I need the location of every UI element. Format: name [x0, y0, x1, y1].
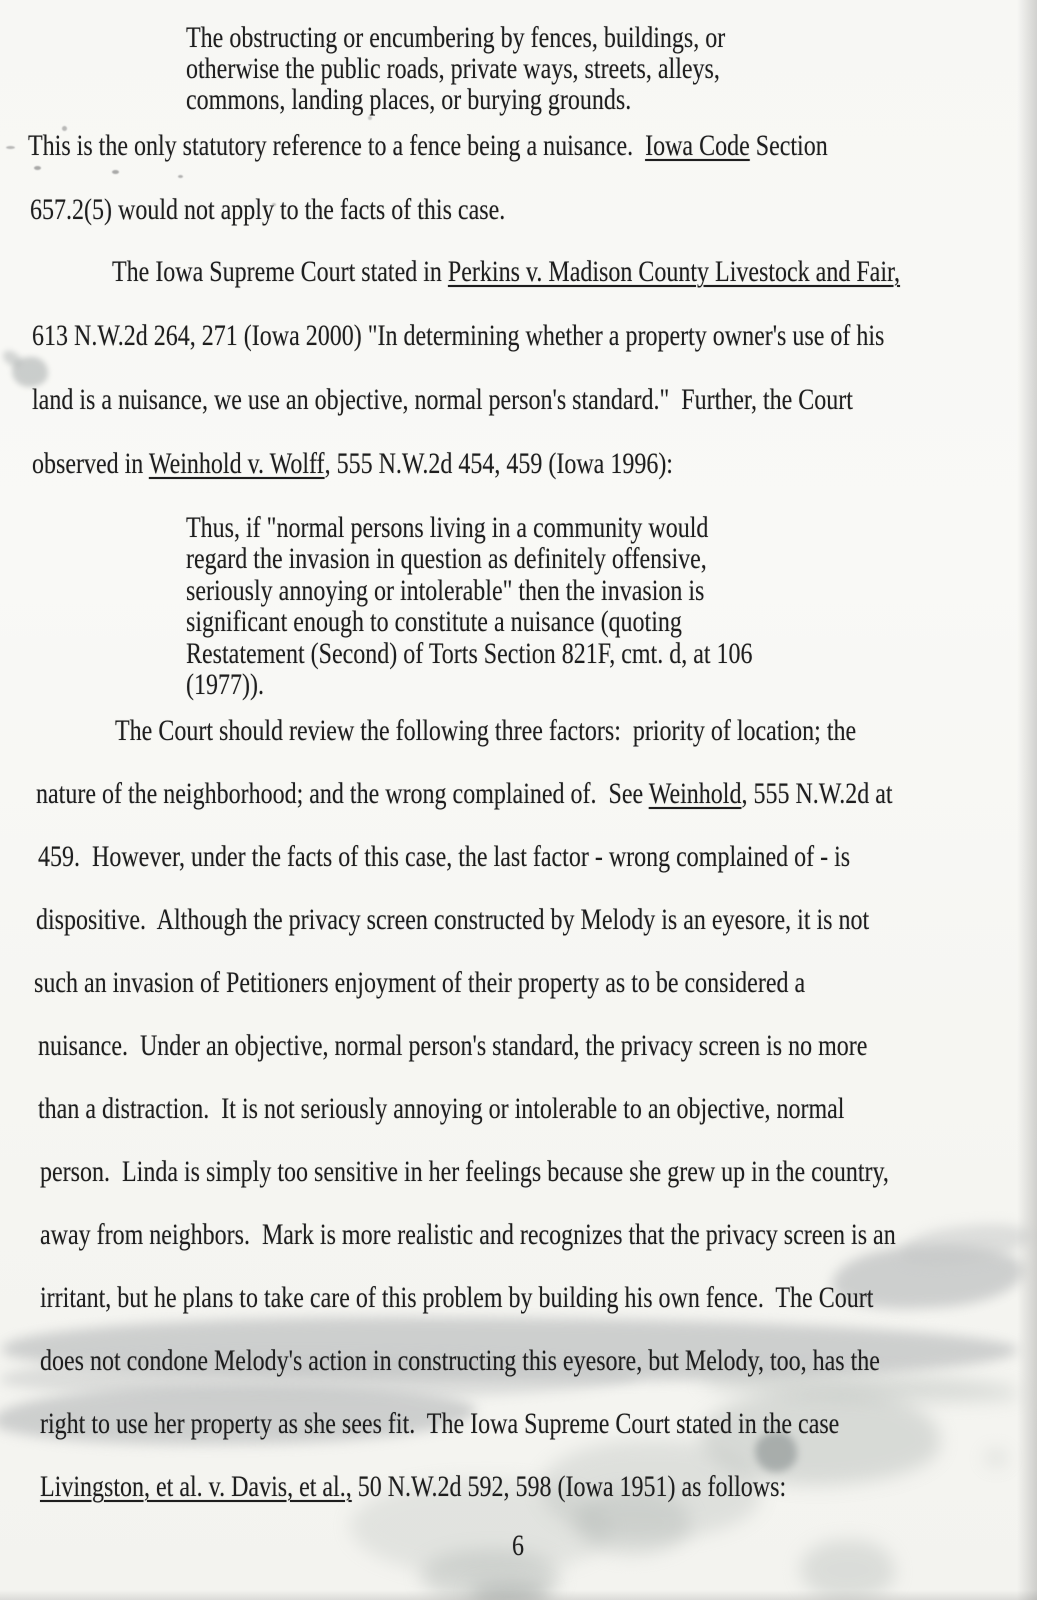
- text-line: [186, 604, 682, 640]
- text-line: [34, 965, 805, 1001]
- text-line: [186, 667, 264, 703]
- text-line: [32, 318, 884, 354]
- body-text: dispositive. Although the privacy screen constructed by Melody is an eyesore, it is not: [36, 903, 870, 936]
- body-text: This is the only statutory reference to a fence being a nuisance.: [28, 129, 646, 162]
- body-text: 50 N.W.2d 592, 598 (Iowa 1951) as follows:: [351, 1470, 787, 1503]
- body-text: , 555 N.W.2d at: [741, 777, 893, 810]
- body-text: away from neighbors. Mark is more realistic and recognizes that the privacy screen is an: [40, 1218, 896, 1251]
- text-line: [40, 1343, 880, 1379]
- body-text: irritant, but he plans to take care of this problem by building his own fence. The Court: [40, 1281, 874, 1314]
- scan-noise-dot: [34, 166, 41, 170]
- quote-text: Restatement (Second) of Torts Section 821F, cmt. d, at 106: [186, 637, 753, 670]
- text-line: [32, 446, 673, 482]
- text-line: [40, 1154, 889, 1190]
- body-text: observed in: [32, 447, 149, 480]
- text-line: [115, 713, 856, 749]
- case-citation: Iowa Code: [645, 129, 750, 162]
- text-line: [36, 776, 893, 812]
- text-line: [112, 254, 900, 290]
- body-text: The Iowa Supreme Court stated in the case: [415, 1407, 840, 1440]
- text-line: [38, 839, 850, 875]
- body-text: , 555 N.W.2d 454, 459 (Iowa 1996):: [324, 447, 673, 480]
- text-line: [186, 82, 631, 118]
- body-text: The Court should review the following three factors: priority of location; the: [115, 714, 857, 747]
- quote-text: regard the invasion in question as definitely offensive,: [186, 542, 707, 575]
- text-line: [38, 1091, 844, 1127]
- scan-noise-dot: [178, 175, 183, 178]
- body-text: 459. However, under the facts of this case, the last factor - wrong complained of - is: [38, 840, 851, 873]
- body-text: does not condone Melody's action in constructing this eyesore, but Melody, too, has the: [40, 1344, 880, 1377]
- text-line: [32, 382, 853, 418]
- quote-text: The obstructing or encumbering by fences, buildings, or: [186, 21, 726, 54]
- scan-noise-dot: [112, 170, 119, 174]
- body-text: The Iowa Supreme Court stated in: [112, 255, 448, 288]
- quote-text: (1977)).: [186, 668, 264, 701]
- quote-text: seriously annoying or intolerable" then the invasion is: [186, 574, 705, 607]
- text-line: [36, 902, 869, 938]
- text-line: [40, 1469, 786, 1505]
- body-text: 657.2(5) would not apply to the facts of this case.: [30, 193, 506, 226]
- page-number: [512, 1528, 524, 1564]
- body-text: nature of the neighborhood; and the wrong complained of. See: [36, 777, 649, 810]
- scan-edge-shadow: [0, 1590, 1037, 1600]
- text-line: [30, 192, 505, 228]
- body-text: right to use her property as she sees fit.: [40, 1407, 416, 1440]
- case-citation: Livingston, et al. v. Davis, et al.,: [40, 1470, 352, 1503]
- quote-text: commons, landing places, or burying grounds.: [186, 83, 632, 116]
- case-citation: Weinhold v. Wolff: [148, 447, 325, 480]
- text-line: [40, 1280, 873, 1316]
- page-number-text: 6: [512, 1529, 524, 1562]
- body-text: 613 N.W.2d 264, 271 (Iowa 2000) "In determining whether a property owner's use of his: [32, 319, 885, 352]
- text-line: [40, 1217, 896, 1253]
- quote-text: Thus, if "normal persons living in a community would: [186, 511, 709, 544]
- case-citation: Perkins v. Madison County Livestock and Fair,: [447, 255, 901, 288]
- body-text: than a distraction. It is not seriously annoying or intolerable to an objective, normal: [38, 1092, 845, 1125]
- quote-text: otherwise the public roads, private ways, streets, alleys,: [186, 52, 720, 85]
- text-line: [28, 128, 828, 164]
- text-line: [40, 1406, 839, 1442]
- text-line: [186, 636, 753, 672]
- quote-text: significant enough to constitute a nuisance (quoting: [186, 605, 682, 638]
- ink-stain: [985, 1450, 1007, 1466]
- scan-edge-shadow: [1017, 0, 1037, 1600]
- text-line: [186, 541, 707, 577]
- body-text: nuisance. Under an objective, normal person's standard, the privacy screen is no more: [38, 1029, 868, 1062]
- case-citation: Weinhold: [648, 777, 742, 810]
- text-line: [38, 1028, 867, 1064]
- body-text: land is a nuisance, we use an objective, normal person's standard." Further, the Court: [32, 383, 853, 416]
- body-text: such an invasion of Petitioners enjoyment of their property as to be considered a: [34, 966, 806, 999]
- scan-noise-dot: [6, 146, 15, 149]
- body-text: person. Linda is simply too sensitive in her feelings because she grew up in the country,: [40, 1155, 889, 1188]
- body-text: Section: [749, 129, 828, 162]
